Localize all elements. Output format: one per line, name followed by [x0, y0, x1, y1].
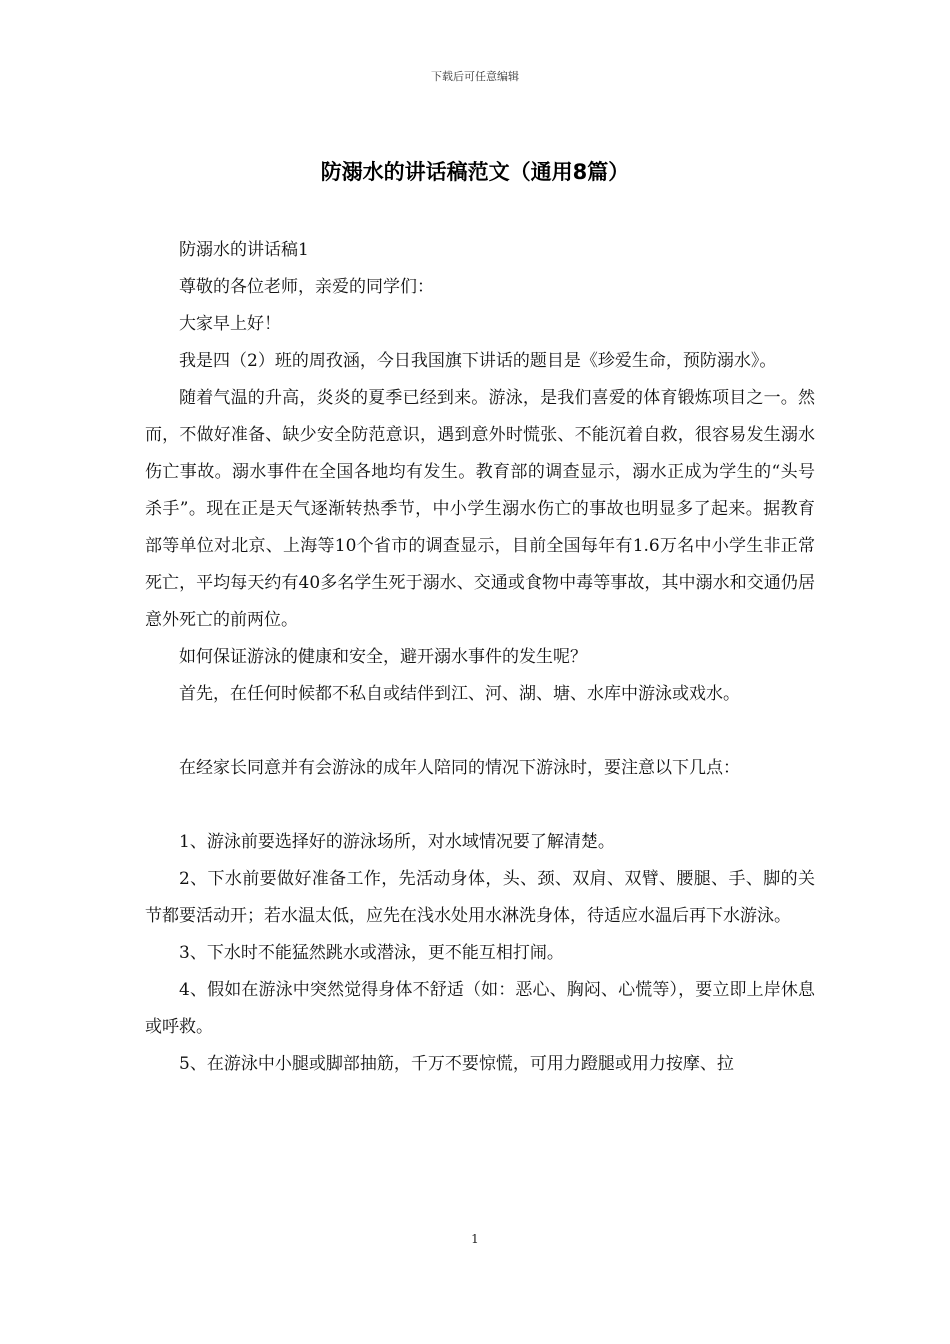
- list-item-1: 1、游泳前要选择好的游泳场所，对水域情况要了解清楚。: [179, 832, 615, 852]
- list-item-5: 5、在游泳中小腿或脚部抽筋，千万不要惊慌，可用力蹬腿或用力按摩、拉: [179, 1054, 734, 1074]
- paragraph-greeting: 大家早上好！: [179, 314, 281, 334]
- paragraph-section-heading: 防溺水的讲话稿1: [179, 240, 309, 260]
- paragraph-first-rule: 首先，在任何时候都不私自或结伴到江、河、湖、塘、水库中游泳或戏水。: [179, 684, 740, 704]
- document-title: 防溺水的讲话稿范文（通用8篇）: [320, 160, 630, 184]
- header-note: 下载后可任意编辑: [431, 70, 519, 83]
- page-number: 1: [471, 1232, 479, 1246]
- paragraph-background: 随着气温的升高，炎炎的夏季已经到来。游泳，是我们喜爱的体育锻炼项目之一。然而，不做好准备、缺少安全防范意识，遇到意外时慌张、不能沉着自救，很容易发生溺水伤亡事故。溺水事件在全国各地均有发生。教育部的调查显示，溺水正成为学生的“头号杀手”。现在正是天气逐渐转热季节，中小学生溺水伤亡的事故也明显多了起来。据教育部等单位对北京、上海等10个省市的调查显示，目前全国每年有1.6万名中小学生非正常死亡，平均每天约有40多名学生死于溺水、交通或食物中毒等事故，其中溺水和交通仍居意外死亡的前两位。: [145, 388, 815, 630]
- paragraph-conditions: 在经家长同意并有会游泳的成年人陪同的情况下游泳时，要注意以下几点：: [179, 758, 740, 778]
- paragraph-question: 如何保证游泳的健康和安全，避开溺水事件的发生呢？: [179, 647, 587, 667]
- list-item-4: 4、假如在游泳中突然觉得身体不舒适（如：恶心、胸闷、心慌等），要立即上岸休息或呼救。: [145, 980, 815, 1037]
- paragraph-introduction: 我是四（2）班的周孜涵，今日我国旗下讲话的题目是《珍爱生命，预防溺水》。: [179, 351, 777, 371]
- document-body: [145, 232, 815, 1083]
- list-item-2: 2、下水前要做好准备工作，先活动身体，头、颈、双肩、双臂、腰腿、手、脚的关节都要活动开；若水温太低，应先在浅水处用水淋洗身体，待适应水温后再下水游泳。: [145, 869, 815, 926]
- paragraph-salutation: 尊敬的各位老师，亲爱的同学们：: [179, 277, 434, 297]
- list-item-3: 3、下水时不能猛然跳水或潜泳，更不能互相打闹。: [179, 943, 564, 963]
